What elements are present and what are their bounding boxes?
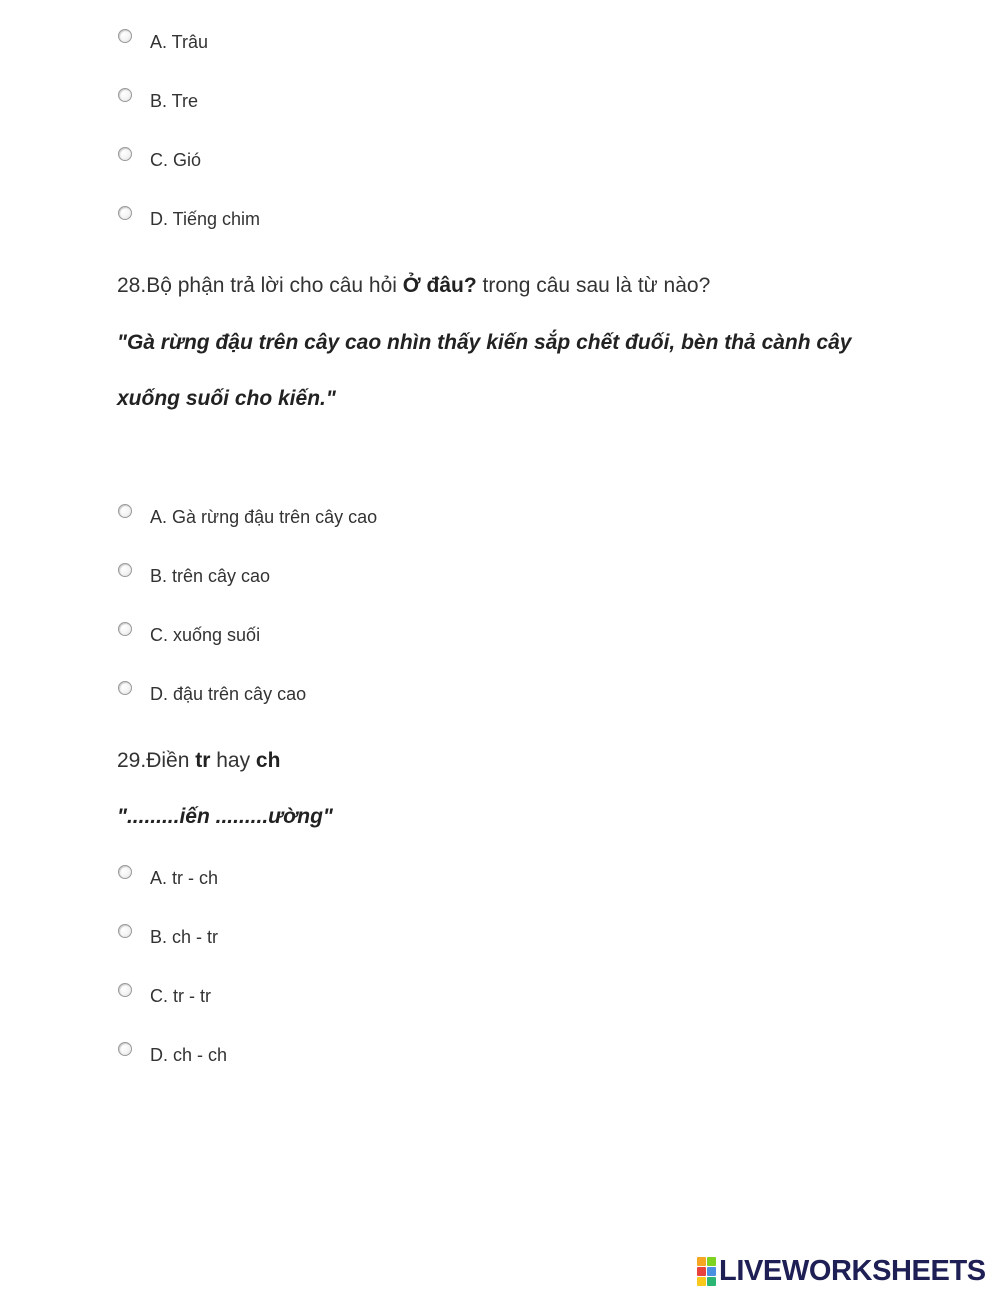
question-28-text	[117, 274, 710, 298]
logo-block	[707, 1267, 716, 1276]
logo-block	[697, 1277, 706, 1286]
question-29-bold-ch: ch	[255, 749, 281, 772]
radio-button[interactable]	[118, 504, 132, 518]
question-29-prefix: 29.Điền	[117, 749, 196, 772]
option-label: B. ch - tr	[150, 927, 219, 947]
option-label: B. trên cây cao	[150, 566, 271, 586]
question-29-bold-tr: tr	[195, 749, 211, 772]
question-29-middle: hay	[210, 749, 256, 772]
radio-button[interactable]	[118, 563, 132, 577]
radio-button[interactable]	[118, 622, 132, 636]
option-label: D. ch - ch	[150, 1045, 228, 1065]
question-28-quote-line1: "Gà rừng đậu trên cây cao nhìn thấy kiến sắp chết đuối, bèn thả cành cây	[117, 331, 852, 354]
radio-button[interactable]	[118, 88, 132, 102]
logo-block	[697, 1257, 706, 1266]
question-28-quote-line2: xuống suối cho kiến."	[117, 387, 336, 410]
radio-button[interactable]	[118, 206, 132, 220]
option-label: A. Trâu	[150, 32, 209, 52]
question-29-quote: ".........iến .........ường"	[117, 805, 333, 828]
radio-button[interactable]	[118, 147, 132, 161]
logo-text: LIVEWORKSHEETS	[719, 1255, 986, 1287]
option-label: C. Gió	[150, 150, 202, 170]
logo-blocks-icon	[697, 1257, 716, 1286]
liveworksheets-logo	[697, 1256, 986, 1286]
radio-button[interactable]	[118, 29, 132, 43]
radio-button[interactable]	[118, 1042, 132, 1056]
logo-block	[707, 1277, 716, 1286]
radio-button[interactable]	[118, 924, 132, 938]
option-label: A. tr - ch	[150, 868, 219, 888]
option-label: B. Tre	[150, 91, 199, 111]
radio-button[interactable]	[118, 983, 132, 997]
option-label: D. Tiếng chim	[150, 209, 261, 229]
logo-block	[697, 1267, 706, 1276]
radio-button[interactable]	[118, 865, 132, 879]
option-label: D. đậu trên cây cao	[150, 684, 307, 704]
question-28-suffix: trong câu sau là từ nào?	[476, 274, 711, 297]
option-label: C. tr - tr	[150, 986, 211, 1006]
question-29-text	[117, 749, 280, 773]
question-28-emphasis: Ở đâu?	[402, 274, 477, 297]
logo-block	[707, 1257, 716, 1266]
question-28-prefix: 28.Bộ phận trả lời cho câu hỏi	[117, 274, 403, 297]
radio-button[interactable]	[118, 681, 132, 695]
option-label: C. xuống suối	[150, 625, 261, 645]
option-label: A. Gà rừng đậu trên cây cao	[150, 507, 378, 527]
